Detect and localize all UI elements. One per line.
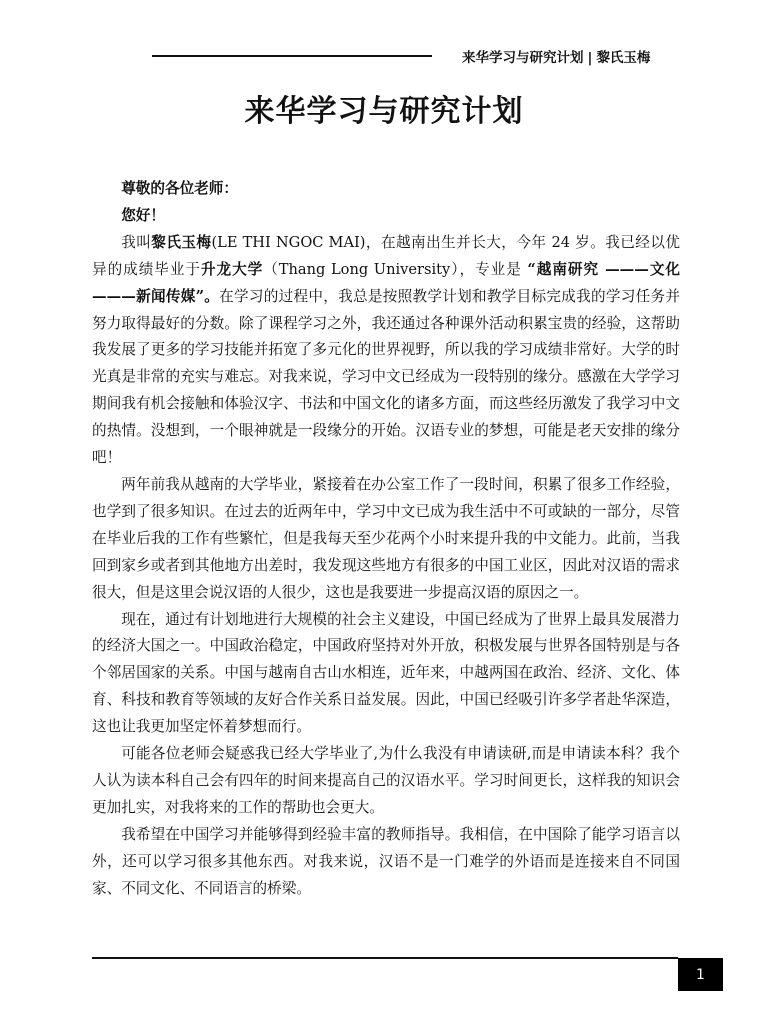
university-name: 升龙大学 bbox=[200, 260, 264, 278]
document-title: 来华学习与研究计划 bbox=[244, 94, 524, 129]
running-header bbox=[462, 46, 650, 66]
header-separator: | bbox=[587, 50, 593, 66]
paragraph-intro bbox=[92, 230, 680, 472]
page-number: 1 bbox=[678, 958, 723, 991]
author-name: 黎氏玉梅 bbox=[151, 233, 212, 251]
paragraph-hope: 我希望在中国学习并能够得到经验丰富的教师指导。我相信，在中国除了能学习语言以外，还可以学习很多其他东西。对我来说，汉语不是一门难学的外语而是连接来自不同国家、不同文化、不同语言的桥梁。 bbox=[92, 825, 680, 897]
header-rule bbox=[152, 55, 432, 57]
paragraph-reason: 可能各位老师会疑惑我已经大学毕业了,为什么我没有申请读研,而是申请读本科？我个人认为读本科自己会有四年的时间来提高自己的汉语水平。学习时间更长，这样我的知识会更加扎实，对我将来的工作的帮助也会更大。 bbox=[92, 745, 680, 816]
p1-text-3: （Thang Long University），专业是 bbox=[263, 260, 528, 278]
header-author: 黎氏玉梅 bbox=[596, 50, 651, 66]
p1-text-2: (LE THI NGOC MAI)，在越南出生并长大，今年 24 岁。我已经以优异的成绩毕业于 bbox=[92, 233, 680, 278]
paragraph-work: 两年前我从越南的大学毕业，紧接着在办公室工作了一段时间，积累了很多工作经验，也学到了很多知识。在过去的近两年中，学习中文已成为我生活中不可或缺的一部分，尽管在毕业后我的工作有些繁忙，但是我每天至少花两个小时来提升我的中文能力。此前，当我回到家乡或者到其他地方出差时，我发现这些地方有很多的中国工业区，因此对汉语的需求很大，但是这里会说汉语的人很少，这也是我要进一步提高汉语的原因之一。 bbox=[92, 475, 680, 601]
greeting: 您好！ bbox=[121, 206, 165, 224]
paragraph-china: 现在，通过有计划地进行大规模的社会主义建设，中国已经成为了世界上最具发展潜力的经济大国之一。中国政治稳定，中国政府坚持对外开放，积极发展与世界各国特别是与各个邻居国家的关系。中国与越南自古山水相连，近年来，中越两国在政治、经济、文化、体育、科技和教育等领域的友好合作关系日益发展。因此，中国已经吸引许多学者赴华深造，这也让我更加坚定怀着梦想而行。 bbox=[92, 610, 680, 736]
p1-text-4: 在学习的过程中，我总是按照教学计划和教学目标完成我的学习任务并努力取得最好的分数。除了课程学习之外，我还通过各种课外活动积累宝贵的经验，这帮助我发展了更多的学习技能并拓宽了多元化的世界视野，所以我的学习成绩非常好。大学的时光真是非常的充实与难忘。对我来说，学习中文已经成为一段特别的缘分。感激在大学学习期间我有机会接触和体验汉字、书法和中国文化的诸多方面，而这些经历激发了我学习中文的热情。没想到，一个眼神就是一段缘分的开始。汉语专业的梦想，可能是老天安排的缘分吧！ bbox=[92, 287, 680, 467]
header-title: 来华学习与研究计划 bbox=[462, 50, 584, 66]
salutation: 尊敬的各位老师： bbox=[121, 180, 238, 197]
letter-body bbox=[92, 176, 680, 902]
p1-text-1: 我叫 bbox=[121, 233, 152, 251]
major-name: “越南研究 ———文化 ———新闻传媒”。 bbox=[92, 260, 680, 305]
footer-rule bbox=[92, 957, 678, 959]
